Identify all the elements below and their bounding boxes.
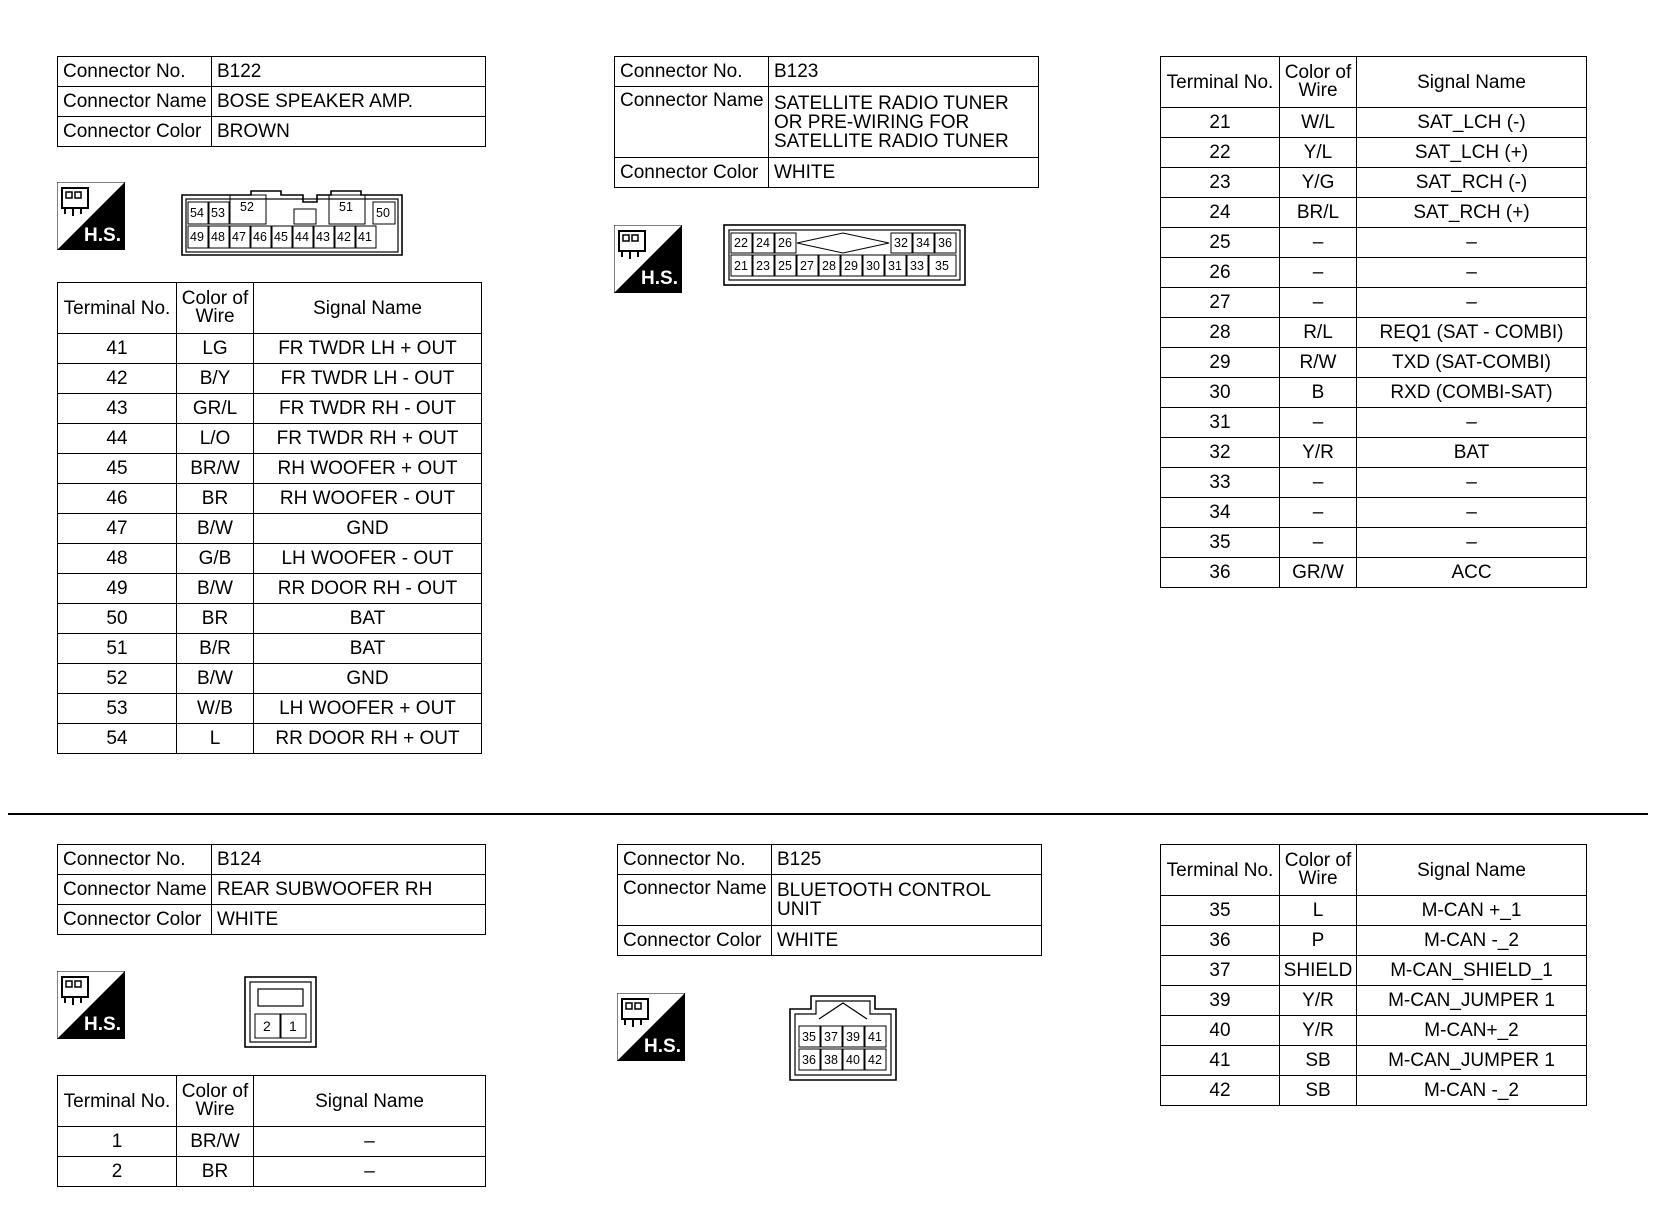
table-row: [1161, 926, 1587, 956]
terminal-no-cell: 41: [58, 334, 177, 364]
table-row: [58, 694, 482, 724]
table-row: [1161, 986, 1587, 1016]
connector-no-label: Connector No.: [58, 57, 212, 87]
b123-rows: [1161, 108, 1587, 588]
wire-color-cell: W/L: [1280, 108, 1357, 138]
terminal-no-cell: 30: [1161, 378, 1280, 408]
pin-label: 52: [240, 200, 254, 214]
signal-name-header: Signal Name: [1357, 57, 1587, 108]
wire-color-cell: SB: [1280, 1046, 1357, 1076]
wire-color-cell: R/L: [1280, 318, 1357, 348]
pin-label: 44: [295, 230, 309, 244]
signal-name-cell: SAT_RCH (-): [1357, 168, 1587, 198]
connector-name-label: Connector Name: [615, 87, 769, 158]
wire-color-cell: Y/R: [1280, 986, 1357, 1016]
table-row: [1161, 258, 1587, 288]
wire-color-cell: B/W: [177, 514, 254, 544]
pin-label: 41: [868, 1030, 882, 1044]
terminal-no-cell: 53: [58, 694, 177, 724]
wire-color-cell: BR/W: [177, 1127, 254, 1157]
terminal-no-cell: 26: [1161, 258, 1280, 288]
signal-name-cell: M-CAN -_2: [1357, 926, 1587, 956]
terminal-no-cell: 36: [1161, 926, 1280, 956]
terminal-no-cell: 51: [58, 634, 177, 664]
terminal-no-cell: 48: [58, 544, 177, 574]
signal-name-cell: M-CAN_JUMPER 1: [1357, 986, 1587, 1016]
signal-name-cell: M-CAN_JUMPER 1: [1357, 1046, 1587, 1076]
terminal-no-cell: 42: [1161, 1076, 1280, 1106]
table-row: [1161, 528, 1587, 558]
pin-label: 25: [778, 259, 792, 273]
table-row: [1161, 438, 1587, 468]
terminal-no-header: Terminal No.: [58, 283, 177, 334]
wire-color-cell: –: [1280, 468, 1357, 498]
pin-label: 53: [211, 206, 225, 220]
pin-label: 27: [800, 259, 814, 273]
pin-label: 22: [734, 236, 748, 250]
wire-color-cell: –: [1280, 288, 1357, 318]
signal-name-header: Signal Name: [254, 283, 482, 334]
connector-color-value: WHITE: [769, 158, 1039, 188]
connector-no-value: B123: [769, 57, 1039, 87]
connector-no-value: B122: [212, 57, 486, 87]
harness-side-icon: [57, 971, 125, 1039]
connector-name-label: Connector Name: [58, 875, 212, 905]
terminal-no-cell: 28: [1161, 318, 1280, 348]
table-row: [1161, 896, 1587, 926]
wire-color-cell: –: [1280, 228, 1357, 258]
hs-label: H.S.: [641, 268, 678, 289]
signal-name-cell: GND: [254, 664, 482, 694]
signal-name-cell: LH WOOFER + OUT: [254, 694, 482, 724]
table-row: [1161, 1076, 1587, 1106]
signal-name-cell: –: [1357, 228, 1587, 258]
signal-name-cell: RH WOOFER + OUT: [254, 454, 482, 484]
connector-no-label: Connector No.: [618, 845, 772, 875]
pin-label: 35: [802, 1030, 816, 1044]
signal-name-cell: FR TWDR RH - OUT: [254, 394, 482, 424]
wire-color-cell: BR: [177, 1157, 254, 1187]
table-row: [58, 334, 482, 364]
connector-name-label: Connector Name: [618, 875, 772, 926]
table-row: [1161, 108, 1587, 138]
terminal-no-cell: 40: [1161, 1016, 1280, 1046]
signal-name-cell: BAT: [254, 604, 482, 634]
wire-color-cell: LG: [177, 334, 254, 364]
terminal-no-cell: 42: [58, 364, 177, 394]
connector-color-label: Connector Color: [58, 117, 212, 147]
pin-label: 23: [756, 259, 770, 273]
connector-no-value: B125: [772, 845, 1042, 875]
signal-name-cell: –: [1357, 408, 1587, 438]
signal-name-cell: LH WOOFER - OUT: [254, 544, 482, 574]
wire-color-cell: W/B: [177, 694, 254, 724]
pin-label: 45: [274, 230, 288, 244]
pin-label: 36: [802, 1053, 816, 1067]
b123-info-table: [614, 56, 1039, 188]
wire-color-cell: –: [1280, 408, 1357, 438]
table-row: [58, 1127, 486, 1157]
signal-name-cell: –: [254, 1157, 486, 1187]
b124-terminal-table: [57, 1075, 486, 1187]
terminal-no-cell: 45: [58, 454, 177, 484]
terminal-no-cell: 1: [58, 1127, 177, 1157]
wire-color-cell: Y/L: [1280, 138, 1357, 168]
pin-label: 47: [232, 230, 246, 244]
wire-color-cell: BR: [177, 604, 254, 634]
terminal-no-cell: 27: [1161, 288, 1280, 318]
terminal-no-header: Terminal No.: [58, 1076, 177, 1127]
harness-side-icon: [57, 182, 125, 250]
wire-color-header: Color of Wire: [1280, 845, 1357, 896]
pin-label: 51: [339, 200, 353, 214]
signal-name-cell: –: [1357, 468, 1587, 498]
signal-name-cell: REQ1 (SAT - COMBI): [1357, 318, 1587, 348]
signal-name-cell: RR DOOR RH + OUT: [254, 724, 482, 754]
signal-name-cell: M-CAN+_2: [1357, 1016, 1587, 1046]
terminal-no-cell: 29: [1161, 348, 1280, 378]
signal-name-cell: –: [1357, 288, 1587, 318]
signal-name-cell: FR TWDR LH - OUT: [254, 364, 482, 394]
signal-name-cell: –: [1357, 498, 1587, 528]
connector-name-value: BOSE SPEAKER AMP.: [212, 87, 486, 117]
signal-name-cell: RH WOOFER - OUT: [254, 484, 482, 514]
table-row: [1161, 1016, 1587, 1046]
wire-color-cell: Y/R: [1280, 438, 1357, 468]
pin-label: 31: [888, 259, 902, 273]
signal-name-cell: FR TWDR LH + OUT: [254, 334, 482, 364]
b123-terminal-table: [1160, 56, 1587, 588]
pin-label: 38: [824, 1053, 838, 1067]
pin-label: 41: [358, 230, 372, 244]
pin-label: 46: [253, 230, 267, 244]
harness-side-icon: [617, 993, 685, 1061]
pin-label: 39: [846, 1030, 860, 1044]
wire-color-cell: Y/R: [1280, 1016, 1357, 1046]
signal-name-cell: RR DOOR RH - OUT: [254, 574, 482, 604]
wire-color-cell: L/O: [177, 424, 254, 454]
signal-name-cell: GND: [254, 514, 482, 544]
pin-label: 21: [734, 259, 748, 273]
signal-name-cell: RXD (COMBI-SAT): [1357, 378, 1587, 408]
terminal-no-cell: 33: [1161, 468, 1280, 498]
hs-label: H.S.: [644, 1036, 681, 1057]
signal-name-cell: FR TWDR RH + OUT: [254, 424, 482, 454]
pin-label: 43: [316, 230, 330, 244]
b125-terminal-table: [1160, 844, 1587, 1106]
connector-no-label: Connector No.: [615, 57, 769, 87]
b122-terminal-table: [57, 282, 482, 754]
wire-color-header: Color of Wire: [177, 1076, 254, 1127]
pin-label: 35: [935, 259, 949, 273]
table-row: [1161, 1046, 1587, 1076]
signal-name-cell: M-CAN -_2: [1357, 1076, 1587, 1106]
pin-label: 32: [894, 236, 908, 250]
harness-side-icon: [614, 225, 682, 293]
table-row: [1161, 318, 1587, 348]
wire-color-cell: SHIELD: [1280, 956, 1357, 986]
table-row: [58, 544, 482, 574]
terminal-no-cell: 25: [1161, 228, 1280, 258]
table-row: [58, 1157, 486, 1187]
table-row: [58, 424, 482, 454]
connector-color-label: Connector Color: [58, 905, 212, 935]
wire-color-cell: L: [1280, 896, 1357, 926]
wire-color-cell: –: [1280, 498, 1357, 528]
terminal-no-cell: 35: [1161, 896, 1280, 926]
wire-color-cell: R/W: [1280, 348, 1357, 378]
wire-color-cell: GR/L: [177, 394, 254, 424]
b122-rows: [58, 334, 482, 754]
connector-name-value: SATELLITE RADIO TUNER OR PRE-WIRING FOR SATELLITE RADIO TUNER: [769, 87, 1039, 158]
terminal-no-cell: 41: [1161, 1046, 1280, 1076]
hs-label: H.S.: [84, 1014, 121, 1035]
pin-label: 54: [190, 206, 204, 220]
terminal-no-cell: 32: [1161, 438, 1280, 468]
terminal-no-cell: 46: [58, 484, 177, 514]
pin-label: 1: [289, 1018, 297, 1034]
section-divider: [8, 813, 1648, 815]
table-row: [1161, 348, 1587, 378]
pin-label: 42: [337, 230, 351, 244]
table-row: [58, 724, 482, 754]
table-row: [1161, 468, 1587, 498]
wire-color-cell: P: [1280, 926, 1357, 956]
signal-name-cell: M-CAN_SHIELD_1: [1357, 956, 1587, 986]
table-row: [58, 484, 482, 514]
terminal-no-cell: 43: [58, 394, 177, 424]
connector-color-value: WHITE: [212, 905, 486, 935]
terminal-no-cell: 44: [58, 424, 177, 454]
pin-label: 37: [824, 1030, 838, 1044]
table-row: [58, 454, 482, 484]
signal-name-cell: –: [1357, 528, 1587, 558]
terminal-no-cell: 47: [58, 514, 177, 544]
wire-color-cell: B/W: [177, 574, 254, 604]
pin-label: 29: [844, 259, 858, 273]
table-row: [1161, 288, 1587, 318]
terminal-no-cell: 22: [1161, 138, 1280, 168]
signal-name-cell: –: [254, 1127, 486, 1157]
wire-color-cell: G/B: [177, 544, 254, 574]
table-row: [1161, 198, 1587, 228]
table-row: [58, 514, 482, 544]
table-row: [1161, 228, 1587, 258]
terminal-no-cell: 36: [1161, 558, 1280, 588]
signal-name-cell: SAT_LCH (-): [1357, 108, 1587, 138]
signal-name-cell: TXD (SAT-COMBI): [1357, 348, 1587, 378]
terminal-no-header: Terminal No.: [1161, 57, 1280, 108]
connector-color-label: Connector Color: [618, 926, 772, 956]
terminal-no-cell: 49: [58, 574, 177, 604]
table-row: [58, 604, 482, 634]
pin-label: 42: [868, 1053, 882, 1067]
table-row: [58, 394, 482, 424]
connector-name-label: Connector Name: [58, 87, 212, 117]
signal-name-cell: M-CAN +_1: [1357, 896, 1587, 926]
pin-label: 33: [910, 259, 924, 273]
terminal-no-cell: 39: [1161, 986, 1280, 1016]
wire-color-cell: SB: [1280, 1076, 1357, 1106]
wire-color-cell: Y/G: [1280, 168, 1357, 198]
table-row: [58, 574, 482, 604]
signal-name-cell: –: [1357, 258, 1587, 288]
connector-color-value: BROWN: [212, 117, 486, 147]
table-row: [1161, 956, 1587, 986]
b125-info-table: [617, 844, 1042, 956]
signal-name-cell: ACC: [1357, 558, 1587, 588]
pin-label: 34: [916, 236, 930, 250]
wire-color-cell: BR: [177, 484, 254, 514]
pin-label: 48: [211, 230, 225, 244]
wire-color-cell: GR/W: [1280, 558, 1357, 588]
signal-name-cell: SAT_RCH (+): [1357, 198, 1587, 228]
table-row: [58, 664, 482, 694]
wire-color-cell: B/Y: [177, 364, 254, 394]
connector-color-value: WHITE: [772, 926, 1042, 956]
signal-name-header: Signal Name: [1357, 845, 1587, 896]
pin-label: 2: [263, 1018, 271, 1034]
hs-label: H.S.: [84, 225, 121, 246]
connector-color-label: Connector Color: [615, 158, 769, 188]
terminal-no-header: Terminal No.: [1161, 845, 1280, 896]
signal-name-cell: BAT: [254, 634, 482, 664]
pin-label: 40: [846, 1053, 860, 1067]
pin-label: 30: [866, 259, 880, 273]
connector-name-value: REAR SUBWOOFER RH: [212, 875, 486, 905]
terminal-no-cell: 23: [1161, 168, 1280, 198]
table-row: [1161, 378, 1587, 408]
wire-color-cell: –: [1280, 258, 1357, 288]
wire-color-cell: B/W: [177, 664, 254, 694]
terminal-no-cell: 21: [1161, 108, 1280, 138]
wire-color-cell: L: [177, 724, 254, 754]
wire-color-cell: B/R: [177, 634, 254, 664]
terminal-no-cell: 31: [1161, 408, 1280, 438]
connector-no-value: B124: [212, 845, 486, 875]
signal-name-cell: SAT_LCH (+): [1357, 138, 1587, 168]
table-row: [1161, 558, 1587, 588]
wire-color-cell: BR/L: [1280, 198, 1357, 228]
table-row: [1161, 138, 1587, 168]
pin-label: 36: [938, 236, 952, 250]
terminal-no-cell: 37: [1161, 956, 1280, 986]
b124-rows: [58, 1127, 486, 1187]
pin-label: 49: [190, 230, 204, 244]
b124-info-table: [57, 844, 486, 935]
terminal-no-cell: 35: [1161, 528, 1280, 558]
wire-color-cell: –: [1280, 528, 1357, 558]
table-row: [58, 634, 482, 664]
wire-color-cell: BR/W: [177, 454, 254, 484]
table-row: [58, 364, 482, 394]
signal-name-cell: BAT: [1357, 438, 1587, 468]
terminal-no-cell: 50: [58, 604, 177, 634]
wire-color-cell: B: [1280, 378, 1357, 408]
terminal-no-cell: 52: [58, 664, 177, 694]
pin-label: 28: [822, 259, 836, 273]
table-row: [1161, 168, 1587, 198]
pin-label: 24: [756, 236, 770, 250]
b125-rows: [1161, 896, 1587, 1106]
terminal-no-cell: 24: [1161, 198, 1280, 228]
terminal-no-cell: 34: [1161, 498, 1280, 528]
pin-label: 26: [778, 236, 792, 250]
connector-no-label: Connector No.: [58, 845, 212, 875]
terminal-no-cell: 2: [58, 1157, 177, 1187]
wire-color-header: Color of Wire: [177, 283, 254, 334]
table-row: [1161, 408, 1587, 438]
connector-name-value: BLUETOOTH CONTROL UNIT: [772, 875, 1042, 926]
wire-color-header: Color of Wire: [1280, 57, 1357, 108]
table-row: [1161, 498, 1587, 528]
pin-label: 50: [376, 206, 390, 220]
b122-info-table: [57, 56, 486, 147]
terminal-no-cell: 54: [58, 724, 177, 754]
signal-name-header: Signal Name: [254, 1076, 486, 1127]
